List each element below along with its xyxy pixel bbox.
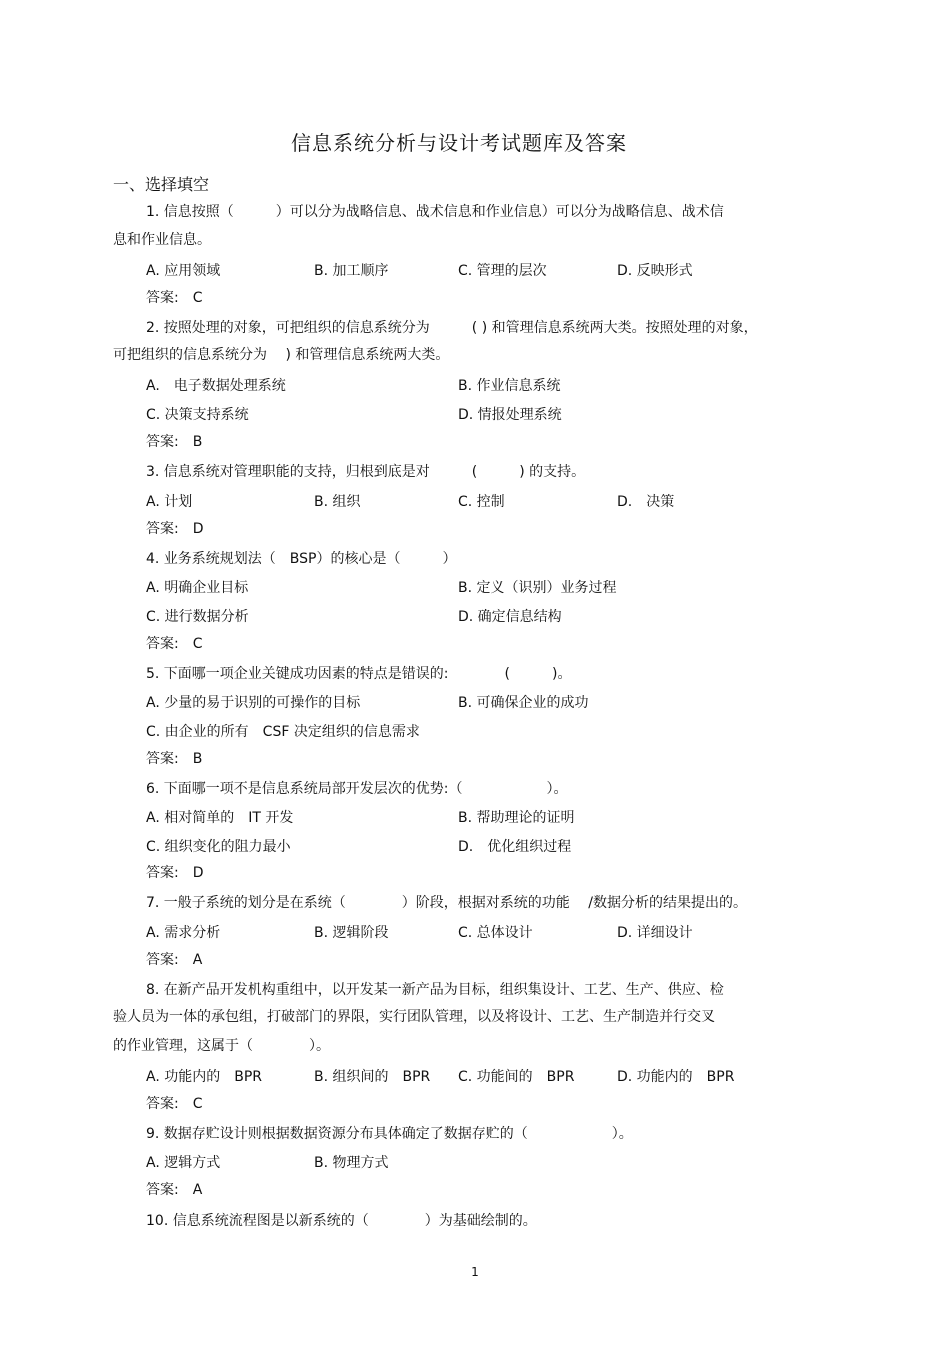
question-8-option-c: C. 功能间的 BPR: [458, 1069, 575, 1085]
question-1-option-b: B. 加工顺序: [314, 263, 389, 279]
question-9-answer: 答案: A: [146, 1182, 203, 1198]
question-2-option-b: B. 作业信息系统: [458, 378, 561, 394]
question-5-line-1: 5. 下面哪一项企业关键成功因素的特点是错误的: ( )。: [146, 666, 572, 682]
question-1-option-d: D. 反映形式: [617, 263, 693, 279]
question-3-option-b: B. 组织: [314, 494, 361, 510]
question-8-option-a: A. 功能内的 BPR: [146, 1069, 263, 1085]
question-2-line-2: 可把组织的信息系统分为 ) 和管理信息系统两大类。: [113, 347, 450, 363]
question-8-line-3: 的作业管理，这属于（ ）。: [113, 1038, 330, 1054]
question-8-option-b: B. 组织间的 BPR: [314, 1069, 431, 1085]
question-3-option-a: A. 计划: [146, 494, 193, 510]
question-7-option-a: A. 需求分析: [146, 925, 221, 941]
question-4-option-d: D. 确定信息结构: [458, 609, 562, 625]
question-10-line-1: 10. 信息系统流程图是以新系统的（ ）为基础绘制的。: [146, 1213, 537, 1229]
question-6-option-a: A. 相对简单的 IT 开发: [146, 810, 294, 826]
question-3-option-c: C. 控制: [458, 494, 505, 510]
question-5-option-a: A. 少量的易于识别的可操作的目标: [146, 695, 361, 711]
question-9-line-1: 9. 数据存贮设计则根据数据资源分布具体确定了数据存贮的（ ）。: [146, 1126, 633, 1142]
question-4-line-1: 4. 业务系统规划法（ BSP）的核心是（ ）: [146, 551, 457, 567]
question-1-option-c: C. 管理的层次: [458, 263, 547, 279]
question-3-option-d: D. 决策: [617, 494, 675, 510]
question-6-line-1: 6. 下面哪一项不是信息系统局部开发层次的优势:（ ）。: [146, 781, 568, 797]
question-7-option-d: D. 详细设计: [617, 925, 693, 941]
question-8-option-d: D. 功能内的 BPR: [617, 1069, 735, 1085]
section-heading: 一、选择填空: [113, 175, 210, 194]
question-8-line-2: 验人员为一体的承包组，打破部门的界限，实行团队管理，以及将设计、工艺、生产制造并行交叉: [113, 1009, 715, 1025]
question-6-option-d: D. 优化组织过程: [458, 839, 572, 855]
question-6-answer: 答案: D: [146, 865, 204, 881]
question-4-option-b: B. 定义（识别）业务过程: [458, 580, 617, 596]
question-4-answer: 答案: C: [146, 636, 203, 652]
question-9-option-b: B. 物理方式: [314, 1155, 389, 1171]
question-3-answer: 答案: D: [146, 521, 204, 537]
question-1-line-2: 息和作业信息。: [113, 232, 211, 248]
question-2-answer: 答案: B: [146, 434, 203, 450]
question-7-line-1: 7. 一般子系统的划分是在系统（ ）阶段，根据对系统的功能 /数据分析的结果提出的。: [146, 895, 747, 911]
question-2-option-a: A. 电子数据处理系统: [146, 378, 286, 394]
question-7-answer: 答案: A: [146, 952, 203, 968]
question-2-option-c: C. 决策支持系统: [146, 407, 249, 423]
question-7-option-c: C. 总体设计: [458, 925, 533, 941]
question-5-option-c: C. 由企业的所有 CSF 决定组织的信息需求: [146, 724, 420, 740]
question-4-option-a: A. 明确企业目标: [146, 580, 249, 596]
question-7-option-b: B. 逻辑阶段: [314, 925, 389, 941]
page-title: 信息系统分析与设计考试题库及答案: [291, 131, 627, 155]
question-8-answer: 答案: C: [146, 1096, 203, 1112]
question-1-answer: 答案: C: [146, 290, 203, 306]
question-8-line-1: 8. 在新产品开发机构重组中，以开发某一新产品为目标，组织集设计、工艺、生产、供应、检: [146, 982, 724, 998]
page-number: 1: [471, 1265, 479, 1279]
question-3-line-1: 3. 信息系统对管理职能的支持，归根到底是对 ( ) 的支持。: [146, 464, 586, 480]
question-1-line-1: 1. 信息按照（ ）可以分为战略信息、战术信息和作业信息）可以分为战略信息、战术信: [146, 204, 724, 220]
question-4-option-c: C. 进行数据分析: [146, 609, 249, 625]
question-5-answer: 答案: B: [146, 751, 203, 767]
question-2-line-1: 2. 按照处理的对象，可把组织的信息系统分为 ( ) 和管理信息系统两大类。按照处理的对象，: [146, 320, 758, 336]
question-6-option-c: C. 组织变化的阻力最小: [146, 839, 291, 855]
question-2-option-d: D. 情报处理系统: [458, 407, 562, 423]
question-5-option-b: B. 可确保企业的成功: [458, 695, 589, 711]
question-9-option-a: A. 逻辑方式: [146, 1155, 221, 1171]
question-6-option-b: B. 帮助理论的证明: [458, 810, 575, 826]
question-1-option-a: A. 应用领域: [146, 263, 221, 279]
